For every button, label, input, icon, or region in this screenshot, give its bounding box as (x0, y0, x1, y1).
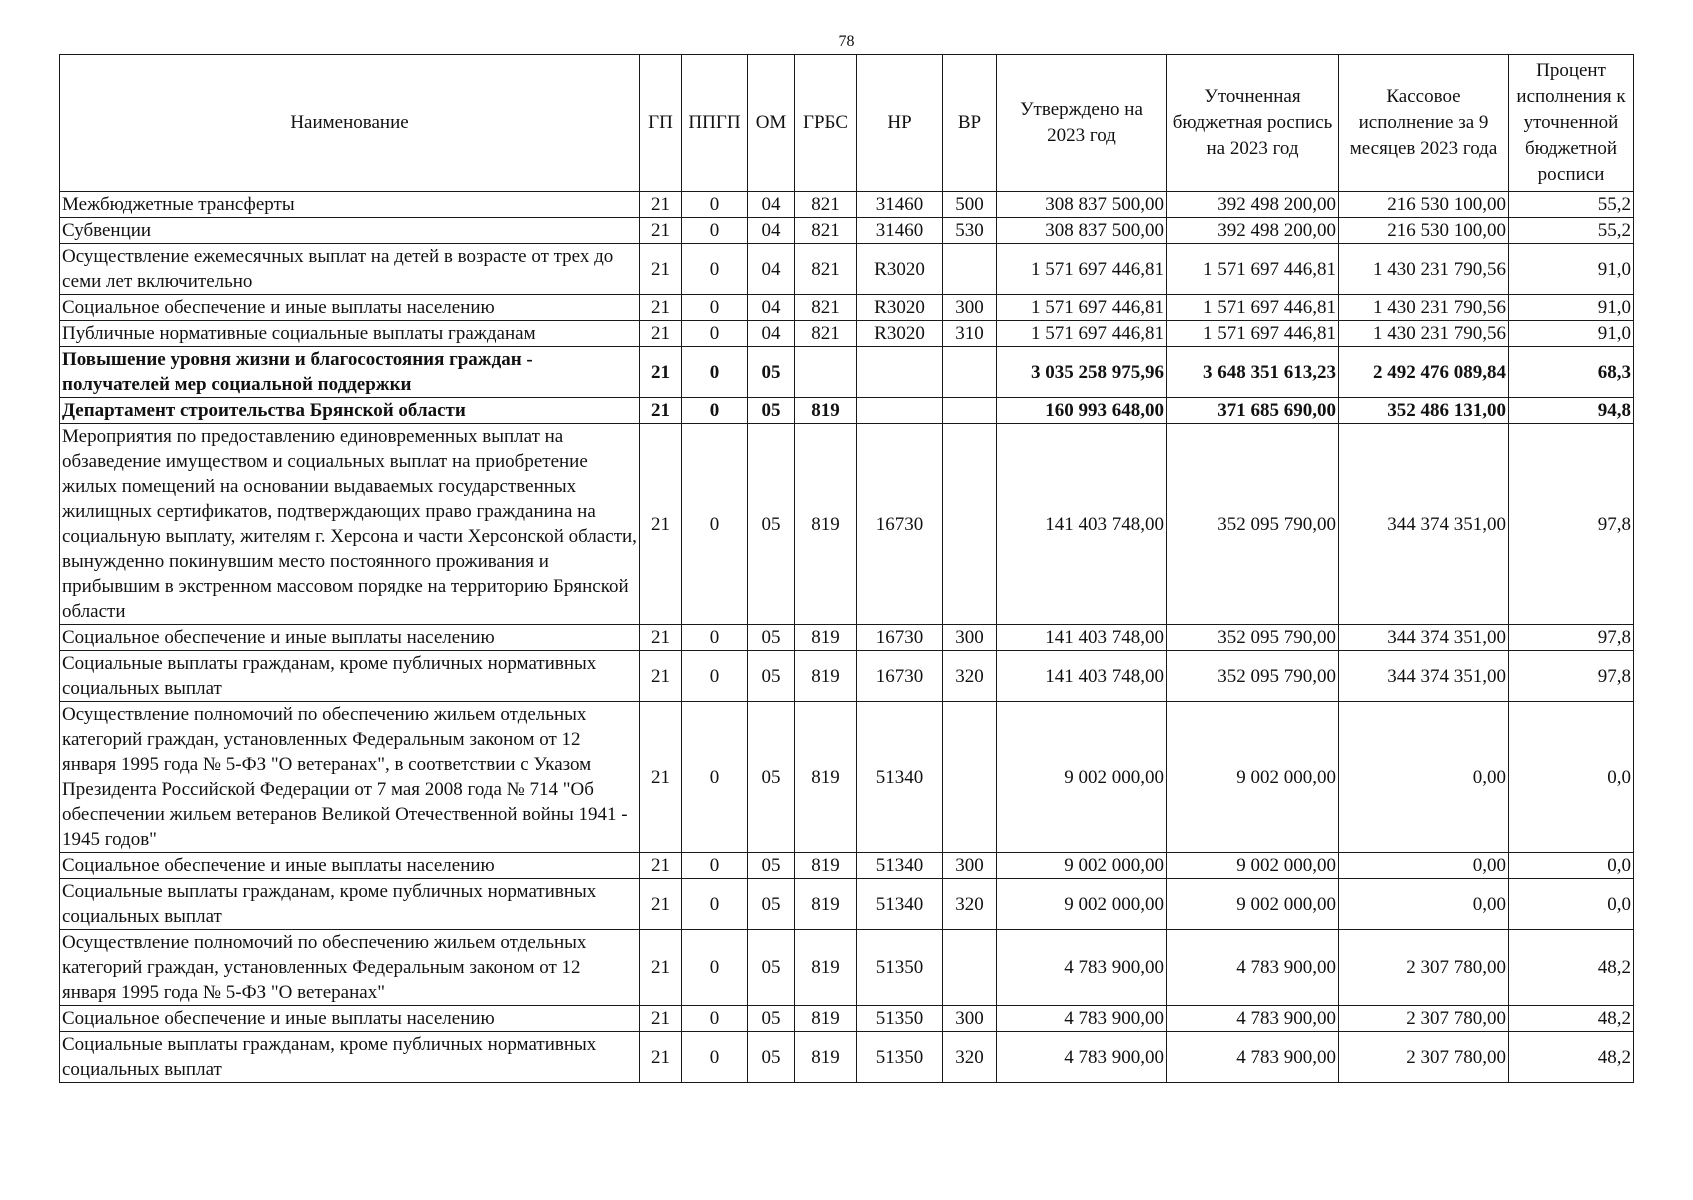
cell-refined: 9 002 000,00 (1167, 879, 1339, 930)
cell-ppgp: 0 (682, 853, 748, 879)
cell-refined: 352 095 790,00 (1167, 424, 1339, 625)
cell-cash: 2 492 476 089,84 (1339, 347, 1509, 398)
cell-cash: 0,00 (1339, 702, 1509, 853)
cell-percent: 91,0 (1509, 295, 1634, 321)
cell-approved: 141 403 748,00 (997, 625, 1167, 651)
cell-refined: 4 783 900,00 (1167, 1006, 1339, 1032)
cell-nr: R3020 (857, 244, 943, 295)
cell-percent: 0,0 (1509, 702, 1634, 853)
cell-grbs: 821 (795, 321, 857, 347)
cell-percent: 91,0 (1509, 244, 1634, 295)
cell-nr: 51340 (857, 853, 943, 879)
cell-nr: 16730 (857, 651, 943, 702)
cell-vr (943, 244, 997, 295)
cell-nr (857, 398, 943, 424)
cell-percent: 97,8 (1509, 625, 1634, 651)
cell-cash: 216 530 100,00 (1339, 192, 1509, 218)
cell-percent: 0,0 (1509, 879, 1634, 930)
header-cash: Кассовое исполнение за 9 месяцев 2023 года (1339, 55, 1509, 192)
table-row (60, 424, 1634, 625)
page-number: 78 (838, 33, 855, 50)
cell-nr: R3020 (857, 295, 943, 321)
cell-nr: 51350 (857, 1006, 943, 1032)
cell-cash: 352 486 131,00 (1339, 398, 1509, 424)
cell-name: Социальное обеспечение и иные выплаты населению (60, 853, 640, 879)
cell-gp: 21 (640, 879, 682, 930)
cell-grbs: 821 (795, 295, 857, 321)
cell-ppgp: 0 (682, 879, 748, 930)
header-percent: Процент исполнения к уточненной бюджетной росписи (1509, 55, 1634, 192)
cell-nr: 31460 (857, 192, 943, 218)
table-row (60, 347, 1634, 398)
cell-nr: 51340 (857, 702, 943, 853)
cell-om: 05 (748, 702, 795, 853)
cell-cash: 1 430 231 790,56 (1339, 295, 1509, 321)
cell-ppgp: 0 (682, 1006, 748, 1032)
cell-refined: 371 685 690,00 (1167, 398, 1339, 424)
cell-nr: R3020 (857, 321, 943, 347)
cell-ppgp: 0 (682, 625, 748, 651)
cell-grbs: 819 (795, 930, 857, 1006)
cell-cash: 0,00 (1339, 879, 1509, 930)
table-row (60, 1006, 1634, 1032)
cell-name: Социальные выплаты гражданам, кроме публичных нормативных социальных выплат (60, 879, 640, 930)
cell-name: Социальные выплаты гражданам, кроме публичных нормативных социальных выплат (60, 651, 640, 702)
cell-cash: 0,00 (1339, 853, 1509, 879)
cell-gp: 21 (640, 1032, 682, 1083)
cell-vr: 500 (943, 192, 997, 218)
cell-name: Субвенции (60, 218, 640, 244)
cell-name: Межбюджетные трансферты (60, 192, 640, 218)
cell-name: Социальное обеспечение и иные выплаты населению (60, 295, 640, 321)
cell-om: 04 (748, 295, 795, 321)
cell-grbs (795, 347, 857, 398)
cell-om: 04 (748, 218, 795, 244)
cell-ppgp: 0 (682, 192, 748, 218)
cell-vr: 320 (943, 1032, 997, 1083)
cell-nr: 51340 (857, 879, 943, 930)
cell-om: 04 (748, 244, 795, 295)
cell-refined: 3 648 351 613,23 (1167, 347, 1339, 398)
cell-percent: 68,3 (1509, 347, 1634, 398)
cell-approved: 308 837 500,00 (997, 218, 1167, 244)
cell-name: Социальное обеспечение и иные выплаты населению (60, 1006, 640, 1032)
cell-approved: 141 403 748,00 (997, 424, 1167, 625)
cell-ppgp: 0 (682, 295, 748, 321)
cell-cash: 344 374 351,00 (1339, 651, 1509, 702)
cell-om: 05 (748, 930, 795, 1006)
table-row (60, 930, 1634, 1006)
cell-om: 05 (748, 879, 795, 930)
header-row (60, 55, 1634, 192)
cell-name: Осуществление полномочий по обеспечению жильем отдельных категорий граждан, установленных Федеральным законом от 12 января 1995 года № 5-ФЗ "О ветеранах", в соответствии с Указом Президента Российской Федерации от 7 мая 2008 года № 714 "Об обеспечении жильем ветеранов Великой Отечественной войны 1941 - 1945 годов" (60, 702, 640, 853)
cell-om: 05 (748, 347, 795, 398)
header-refined: Уточненная бюджетная роспись на 2023 год (1167, 55, 1339, 192)
cell-ppgp: 0 (682, 398, 748, 424)
cell-approved: 1 571 697 446,81 (997, 295, 1167, 321)
cell-refined: 392 498 200,00 (1167, 218, 1339, 244)
cell-percent: 94,8 (1509, 398, 1634, 424)
cell-vr: 300 (943, 1006, 997, 1032)
cell-refined: 4 783 900,00 (1167, 930, 1339, 1006)
cell-refined: 352 095 790,00 (1167, 651, 1339, 702)
cell-om: 05 (748, 1006, 795, 1032)
table-row (60, 625, 1634, 651)
cell-name: Департамент строительства Брянской области (60, 398, 640, 424)
cell-om: 04 (748, 321, 795, 347)
cell-nr: 16730 (857, 625, 943, 651)
cell-ppgp: 0 (682, 424, 748, 625)
cell-percent: 48,2 (1509, 1006, 1634, 1032)
cell-vr (943, 347, 997, 398)
cell-ppgp: 0 (682, 702, 748, 853)
cell-gp: 21 (640, 1006, 682, 1032)
cell-grbs: 819 (795, 625, 857, 651)
cell-grbs: 821 (795, 192, 857, 218)
cell-refined: 392 498 200,00 (1167, 192, 1339, 218)
cell-approved: 141 403 748,00 (997, 651, 1167, 702)
cell-ppgp: 0 (682, 651, 748, 702)
cell-percent: 48,2 (1509, 1032, 1634, 1083)
cell-ppgp: 0 (682, 218, 748, 244)
cell-vr: 530 (943, 218, 997, 244)
header-ppgp: ППГП (682, 55, 748, 192)
header-approved: Утверждено на 2023 год (997, 55, 1167, 192)
cell-cash: 2 307 780,00 (1339, 930, 1509, 1006)
cell-vr (943, 398, 997, 424)
cell-grbs: 819 (795, 651, 857, 702)
table-row (60, 853, 1634, 879)
header-om: ОМ (748, 55, 795, 192)
cell-ppgp: 0 (682, 321, 748, 347)
cell-vr: 300 (943, 295, 997, 321)
table-row (60, 398, 1634, 424)
cell-om: 05 (748, 625, 795, 651)
cell-nr (857, 347, 943, 398)
cell-name: Осуществление полномочий по обеспечению жильем отдельных категорий граждан, установленных Федеральным законом от 12 января 1995 года № 5-ФЗ "О ветеранах" (60, 930, 640, 1006)
cell-nr: 51350 (857, 930, 943, 1006)
cell-ppgp: 0 (682, 1032, 748, 1083)
table-row (60, 702, 1634, 853)
cell-cash: 2 307 780,00 (1339, 1006, 1509, 1032)
table-body (60, 192, 1634, 1083)
cell-gp: 21 (640, 192, 682, 218)
cell-name: Мероприятия по предоставлению единовременных выплат на обзаведение имуществом и социальных выплат на приобретение жилых помещений на основании выдаваемых государственных жилищных сертификатов, подтверждающих право гражданина на социальную выплату, жителям г. Херсона и части Херсонской области, вынужденно покинувшим место постоянного проживания и прибывшим в экстренном массовом порядке на территорию Брянской области (60, 424, 640, 625)
cell-gp: 21 (640, 347, 682, 398)
header-grbs: ГРБС (795, 55, 857, 192)
cell-gp: 21 (640, 218, 682, 244)
cell-cash: 344 374 351,00 (1339, 625, 1509, 651)
cell-grbs: 821 (795, 218, 857, 244)
cell-approved: 9 002 000,00 (997, 879, 1167, 930)
cell-name: Осуществление ежемесячных выплат на детей в возрасте от трех до семи лет включительно (60, 244, 640, 295)
cell-approved: 9 002 000,00 (997, 853, 1167, 879)
cell-grbs: 819 (795, 853, 857, 879)
budget-execution-table (59, 54, 1634, 1083)
cell-gp: 21 (640, 321, 682, 347)
cell-om: 05 (748, 424, 795, 625)
cell-vr (943, 424, 997, 625)
cell-grbs: 819 (795, 424, 857, 625)
cell-refined: 1 571 697 446,81 (1167, 244, 1339, 295)
cell-approved: 3 035 258 975,96 (997, 347, 1167, 398)
table-row (60, 295, 1634, 321)
cell-percent: 55,2 (1509, 192, 1634, 218)
cell-gp: 21 (640, 398, 682, 424)
cell-grbs: 821 (795, 244, 857, 295)
cell-vr: 320 (943, 879, 997, 930)
cell-grbs: 819 (795, 1032, 857, 1083)
cell-vr: 310 (943, 321, 997, 347)
cell-approved: 4 783 900,00 (997, 930, 1167, 1006)
cell-vr: 320 (943, 651, 997, 702)
cell-approved: 1 571 697 446,81 (997, 321, 1167, 347)
cell-name: Социальное обеспечение и иные выплаты населению (60, 625, 640, 651)
cell-refined: 9 002 000,00 (1167, 702, 1339, 853)
cell-cash: 344 374 351,00 (1339, 424, 1509, 625)
cell-cash: 1 430 231 790,56 (1339, 244, 1509, 295)
cell-refined: 352 095 790,00 (1167, 625, 1339, 651)
cell-approved: 160 993 648,00 (997, 398, 1167, 424)
cell-percent: 91,0 (1509, 321, 1634, 347)
cell-cash: 216 530 100,00 (1339, 218, 1509, 244)
header-nr: НР (857, 55, 943, 192)
cell-om: 05 (748, 1032, 795, 1083)
cell-cash: 1 430 231 790,56 (1339, 321, 1509, 347)
cell-ppgp: 0 (682, 347, 748, 398)
cell-gp: 21 (640, 244, 682, 295)
cell-grbs: 819 (795, 879, 857, 930)
cell-approved: 4 783 900,00 (997, 1006, 1167, 1032)
cell-nr: 16730 (857, 424, 943, 625)
cell-percent: 48,2 (1509, 930, 1634, 1006)
cell-gp: 21 (640, 625, 682, 651)
cell-name: Повышение уровня жизни и благосостояния граждан - получателей мер социальной поддержки (60, 347, 640, 398)
cell-refined: 1 571 697 446,81 (1167, 295, 1339, 321)
cell-om: 05 (748, 651, 795, 702)
cell-gp: 21 (640, 424, 682, 625)
cell-ppgp: 0 (682, 244, 748, 295)
cell-percent: 0,0 (1509, 853, 1634, 879)
table-row (60, 651, 1634, 702)
cell-refined: 4 783 900,00 (1167, 1032, 1339, 1083)
cell-name: Социальные выплаты гражданам, кроме публичных нормативных социальных выплат (60, 1032, 640, 1083)
cell-approved: 1 571 697 446,81 (997, 244, 1167, 295)
cell-vr (943, 702, 997, 853)
cell-percent: 97,8 (1509, 651, 1634, 702)
cell-cash: 2 307 780,00 (1339, 1032, 1509, 1083)
header-name: Наименование (60, 55, 640, 192)
table-row (60, 192, 1634, 218)
cell-approved: 9 002 000,00 (997, 702, 1167, 853)
header-gp: ГП (640, 55, 682, 192)
cell-gp: 21 (640, 651, 682, 702)
cell-om: 04 (748, 192, 795, 218)
cell-vr: 300 (943, 853, 997, 879)
cell-nr: 31460 (857, 218, 943, 244)
cell-vr (943, 930, 997, 1006)
cell-om: 05 (748, 398, 795, 424)
cell-grbs: 819 (795, 702, 857, 853)
cell-gp: 21 (640, 853, 682, 879)
table-row (60, 1032, 1634, 1083)
cell-percent: 55,2 (1509, 218, 1634, 244)
cell-percent: 97,8 (1509, 424, 1634, 625)
table-row (60, 244, 1634, 295)
table-row (60, 218, 1634, 244)
cell-grbs: 819 (795, 1006, 857, 1032)
cell-gp: 21 (640, 295, 682, 321)
cell-refined: 1 571 697 446,81 (1167, 321, 1339, 347)
cell-grbs: 819 (795, 398, 857, 424)
cell-gp: 21 (640, 702, 682, 853)
cell-vr: 300 (943, 625, 997, 651)
cell-gp: 21 (640, 930, 682, 1006)
cell-ppgp: 0 (682, 930, 748, 1006)
cell-name: Публичные нормативные социальные выплаты гражданам (60, 321, 640, 347)
table-row (60, 879, 1634, 930)
cell-approved: 308 837 500,00 (997, 192, 1167, 218)
cell-om: 05 (748, 853, 795, 879)
table-row (60, 321, 1634, 347)
cell-nr: 51350 (857, 1032, 943, 1083)
cell-refined: 9 002 000,00 (1167, 853, 1339, 879)
header-vr: ВР (943, 55, 997, 192)
cell-approved: 4 783 900,00 (997, 1032, 1167, 1083)
